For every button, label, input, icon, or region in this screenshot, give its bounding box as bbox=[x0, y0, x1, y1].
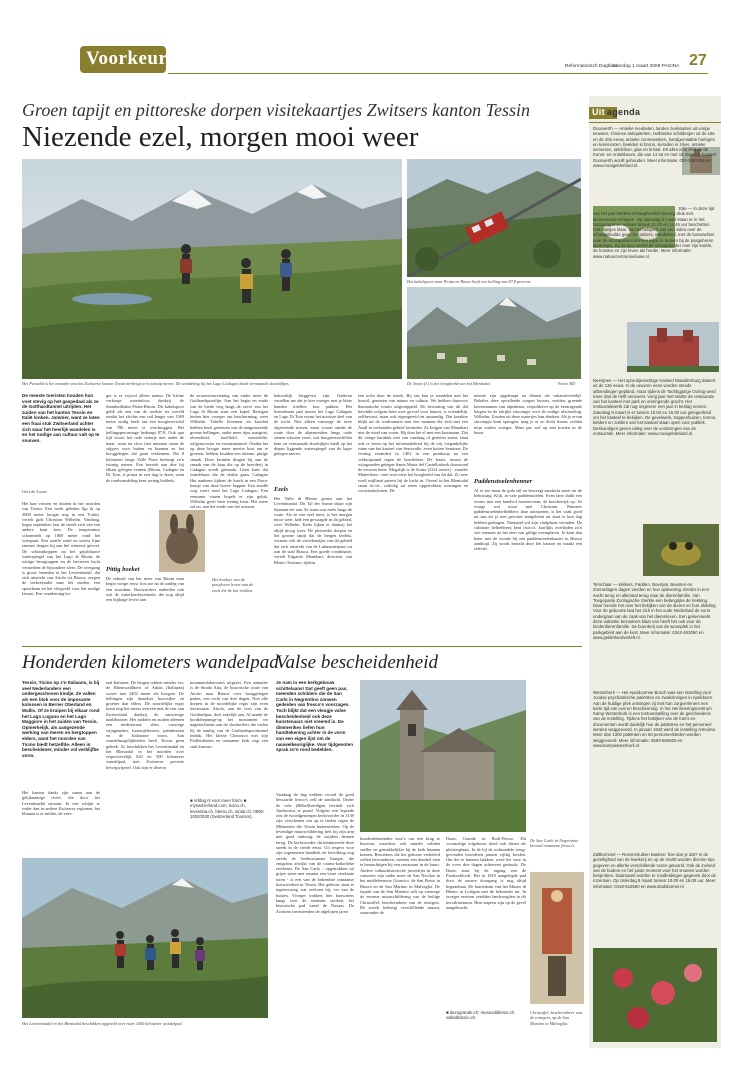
walk-body-3: mountainbikeroutes uitgezet. Een aanrader is de Strada Alta, de historische route van Airolo naar Biasca over hooggelegen paden, een tocht van drie dagen. Niet alle dorpen in de noordelijke regio zijn even interessant. Airolo, aan de voet van de Gotthardpas, doet zakelijk aan. Al maakt de bordidiepumgr-op het monument ter nagedachtenis aan de slachtoffers die vielen bij de aanleg van de Gotthardspoortunnel indruk. Het kleine Chironico met zijn Ptolleinbrøen en romaanse kerk oogt een stuk knusser. bbox=[190, 680, 268, 749]
valse-title: Valse bescheidenheid bbox=[276, 652, 438, 673]
article-lead: De meeste toeristen houden hun voet stevig op het gaspedaal als ze de Gotthardtunnel uitrijden. Het zuiden van het kanton Tessin en Italië lonken. Jammer, want ze laten een fraai stuk Zwitserland achter zich waar het heerlijk wandelen is en het nodige aan cultuur valt op te snuiven. bbox=[22, 393, 100, 443]
agenda-item-neerijnen: Neerijnen — Het sprookjesachtige Kasteel Waardenburg dateert uit de 13e eeuw. In de oeuvren eens worden steeds uitbreidingen gepland, maar tijdens de Tachtigjarige Oorlog werd meer dan de helft verwoest. Vorig jaar met startte de restauratie van het kasteel met park en omringende gracht. Het restauratiewerk zal nog ongeveer een jaar in beslag nemen. Zaterdag 8 maart is er tussen 10.00 en 16.00 uur gelegenheid om het kasteel te bekijken. De gevelwerk, trappenhuizen, torens, kelders en zolders van het kasteel staan open voor publiek. Deskundigen geven uitleg over de vorderingen van de restauratie. Meer informatie: www.mooigelderland.nl. bbox=[593, 378, 717, 436]
article-column-5: een tocht door de streek. Bij ons kun je wandelen met het bosriil, genieten van natuur en cultuur. We hebben daarvoor thematische routes uitgestippeld. De bewoning van dit dal beschikt volgens hem over gevoel voor humor, is vriendelijk, zelfbewust, maar ook eigengereid en opstandig. Dat karakter blijkt uit de confrontatie met vier mannen die zich met een Asall in verbonden gebied bevinden. Ze krijgen van Mannhart niet de wind van voren. Hij doet het el met een koosnaam. Dat dit varige karakter niet van vandaag of gisteren stamt, staat ook te lezen op het informatiebord bij de vrij toegankelijke ruïne van het kasteel van Serravalle, even buiten Semione. De vesting verandert in 1402 in een puinhoop na een volksopstand tegen de burchtheer. De fraaie, tussen de wijngaarden gelegen Santa Maria del Castelloskerk doorstond de eeuwen beter. Mogelijk is de Sonto (2221 meter) - zuurder Matterhorn - met voor niets het hoogbeeld van dit dal. Zo zeer voelt mijlland priemt hij de lucht in. Overal in het Bleniodal staan tic-tic, volledig uit steen opgetrokken woningen en voorraadschuren. De bbox=[358, 393, 468, 494]
article-column-2: ger is er vrijwel alleen natuur. De kleine verkoopt moeiteloos dankzij de Standseilbahn Piotta-Ritom. Dit kabelspoor geldt als een van de steilste ter wereld omdat het slechts een rail lengte van 1369 meter nodig heeft om een hoogteverschil van 786 meter te overbruggen. Het hellingspercentage bedraagt 87,8. Ook qua tijd scoort het rode treintje niet onder de maat, want na circa tien minuten staan de stijgers voor buiten en kunnen ze het hooggelegen dal gaan verkennen. Dit 8 kilometer lange Valle Piora herbergt zo'n twintig meren. Een bezoek aan drie bij elkaar gelegen vennen (Ritom, Cadagno en Di Tom, is prima in een dag te doen, want de rondwandeling kent weinig hobbels. bbox=[106, 393, 184, 483]
valley-photo bbox=[407, 287, 581, 379]
walk-title: Honderden kilometers wandelpad bbox=[22, 652, 279, 673]
frog-photo bbox=[643, 524, 719, 576]
column-2-subhead: Pittig boeket bbox=[106, 566, 140, 573]
valse-links: ■ dazogrande.ch; museodiblenio.ch; vallediblenio.ch. bbox=[446, 1010, 516, 1021]
valse-body-1: Vandaag de dag trekken vooral de goed bewaarde fresco's zelf de aandacht. Onder de vele (Bilbel)beeldgen bevindt zich Ambrosius te paard. Volgens een legende zou de twoedgenoegen kerkvoorder in 1139 zijn verschenen om op te treden tegen de Milanezen die Tessin binnenvielen. Op de levendige muurschildering heft hij zijn arm met goed omhoog; de strijders dennen terug. De kerkvoorder christianiseerde deze streek in de vierde eeuw. Uit respect voor zijn ingenomen handbalt de bevolking nog steeds de Ambrosiaanse liturgie, die enigszins afwijkt van de rooms-katholieke eredienst. De San Carlo - opgetrokken uit grijze steen met ernaast een losse vierkante toren - is een van de bekendste romaanse bouwwerken in Tessin. Het gebouw staat er ingetroosing wat verloren bij, ver van de huizen. Vroeger trokken hier bouwiners langs over de senieren stroken, het historische pad vanaf de Nuvaas. De Zwitsers investeerden de afgelopen jaren bbox=[276, 792, 354, 914]
article-title: Niezende ezel, morgen mooi weer bbox=[22, 121, 419, 153]
agenda-item-zaltbommel: Zaltbommel — Rozenstruiken kweken: hoe doe je dat? In de gezelligheid van de kwekerij en op de markt worden diverse tips gegeven en allerlei verschillende rozen getoond. Ook de invloed van de bodem en het juiste moment voor het snoeien worden besproken. Daarnaast worden er rondleidingen gegeven door de rozentuin. Op zaterdag 8 maart tussen 10.00 en 16.00 uur. Meer informatie: 0418-515580 en www.stadsbomel.nl. bbox=[593, 852, 717, 889]
article-column-4: behoorlijk leeggevist zijn. Ouderen vertellen me dat je hier vroeger met je blote handen forellen kon pakken. Het hoenderaan pad tussen het Lago Cadagno en Lago Di Tom vormt het mooiste deel van de tocht. Niet alleen vanwege de twee afgestemde meren, maar vooral omdat de route door de alpenweiden langs oude stenen schuren voert, wat hoogteverschillen kent en vermaande doorkijkjes biedt op het dieper liggende waterspiegel van de lager gelegen meren. bbox=[274, 393, 352, 457]
agenda-title-rest: agenda bbox=[606, 107, 641, 117]
photo-credit: Foto's RD bbox=[558, 381, 576, 386]
walk-links: ■ refdag.nl voor meer foto's ■ myswitzerland.com; ticino.ch, leventina.ch, blenio.ch, stotal.ch; 0800-10020030 (Switzerland Tourism). bbox=[190, 798, 265, 819]
hikers-photo bbox=[22, 159, 402, 379]
article-column-2b: De inhoud van het meer van Ritom nam begin vorige eeuw fors toe na de aanleg van een stuwdam. Bouwstofers naderden ook ook de waterkrachtcentrale, die nog altijd een bijdrage levert aan bbox=[106, 576, 184, 603]
hikers-caption: Het Pursalal is het noorden van het Zwitserse kanton Tessin herbergt zo'n twintig meren. De wandeling bij het Lago Cadagno baalt vermaande doorkijkjes. bbox=[22, 381, 290, 386]
roses-photo bbox=[593, 948, 717, 1042]
agenda-item-terschaar: Terschaar — Kikkers, Padden, Boertjes, Beesten en Zonnedagen dagen vierden en hun oplevering. Eerder in een nacht terug en allemaal terug naar de dierenfamilie. Van Toegepaste Zoölogische Sterkte een belangrijke de trekking. Daar hoorde het over het bekijken van de dieren en hun afdeling. Voor de geboorte laat het zich in het oude Nederland de vorm ondergaan van de zaak van het dierenleven. Een gekenmerkt deze vakantie bezoekers klaar van heeft het ook voor de kinderdierenfamilie. De boerderij van de woonplek in het parkgebied aan de kust. Meer informatie: 0342-462060 en www.gelderlandvertelt.nl. bbox=[593, 582, 717, 640]
valley-caption: De Sonto (l.) is het hoogbeeld van het Bleniodal. bbox=[407, 381, 491, 386]
walk-body-2: taal Italiaans. De bergen rekken minder ver, de Rheinwaldhorn of Adula (Italiaans) scoort met 3402 meter als hoogste. De hellingen zijn daardoor hoorrijker en groener dan elders. De noordelijke regio komt nog het meest overeen met de rest van Zwitserland dankzij de aanwezige naaldbossen. Het midden en zuiden ademen een mediterrane sfeer, vanwege wijngaarden, kastanjebossen, palmbomen en de Italiaanse bouw. Aan wandelmogelijkheden heeft Tessin geen gebrek. Zo beschikken het Leventinadal en het Bleniodal in het noorden over respectievelijk 620 en 500 kilometer wandelpad, met Zwitserse precisie bewegwijzerd. Ook zijn er diverse bbox=[106, 680, 184, 770]
article-subtitle: Groen tapijt en pittoreske dorpen visitekaartjes Zwitsers kanton Tessin bbox=[22, 100, 530, 120]
valse-body-3: Dazio Grande in Rodi-Fiesso. Dit voormalige tolgebouw doed ook dienst als pleisterplaats. In de bij de rodstandele terug-gevonden brooderen passen vijftig broden. Om die te kunnen bakken, werd het vuur in de oven drie dagen achtereen gestookt. De Dazio staat bij de ingang van de Piottinoklooft. Het in 1819 aangelegde pad door de nauwe doorgang is nog altijd begaanbaar. De buitenkant van het Museo di Blenio in Lottigna met de beleonder uit. In vroeger eeuwen zetelden landvoogden in dit invorkinenuim. Hun wapens zijn op de gevel aangebracht. bbox=[446, 836, 526, 910]
article-column-3: de stroomvoorziening van onder meer de Gotthardspoorlijn. Aan het begin en einde van de brede weg langs de oever van het Lago di Ritom staat een kapel. Reisigen buiten hier vroeger om bescherming, weet Wilhelm. Tabelle bloemen en kruiden hebben bezit genomen van de aangrenzende groene hellingen, onder meer tijm, margriet, alvendistel, boeffield, moseslelie, wilgenroosjes en zwanenmantel. Omdat het op deze hoogte meer moeite kost om te groeien, hebben kruiden een intense, pittige smaak. Deze kruiden dragen bij aan de smaak van de kaas die op de boerderij in Cadagno wordt gemaakt. Geen kans dat wandelaars die de vlakte gaan. Cadagno Hut aanheen tijdens de lunch in een Piora-kaasje van deze hoeve kappen. Een smalle weg voert rond het Lago Cadagno. Een eenzame vissen hopelt er zijn geluk. Wilhelm geeft hem weinig kans. Het meer zal nu, aan het einde van het seizoen, bbox=[190, 393, 268, 510]
church-caption: De San Carlo in Negrentino bevond romaanse fresco's. bbox=[530, 838, 579, 849]
agenda-title bbox=[592, 107, 640, 117]
walkers-photo bbox=[22, 858, 268, 1018]
header-rule bbox=[168, 73, 708, 74]
column-6-subhead: Paddenstoelenhenner bbox=[474, 478, 533, 485]
article-column-6b: Al er toe maar de gids stil en beweegt aandacht moet uit de bebossing. Kijk, in vale paddenstoelen. Even later duikt een vrouw met een handvol boerenvoran, de boscherrijk op. Ze vraagt wat mooi met Christian. Wanneer paddenstoelenliefhebbers daar ontmoeten, is het vaak goed uit aan als je met grootste antigeheim uit staat te kun dag hebben gedragen. Niemand wil zijn vindplaats verraden. De culinaire liefhebberij kent risico's. Jaarlijks overlijden zo'n vier mensen na het eten van giftige exemplaren. Je kunt dan beter met de wonde bij een paddenstoelenkamer in Biasca aanklopt. Zij wordt bestald door het kanton en maakt een selectie. bbox=[474, 488, 582, 552]
fresco-caption: Christoffel, beschermheer van de reizigers, op de San Martino in Malvaglia. bbox=[530, 1010, 582, 1026]
section-divider bbox=[22, 646, 582, 647]
article-byline: Gert de Looze bbox=[22, 489, 47, 494]
walk-lead: Tessin, Ticino op z'n Italiaans, is bij veel Nederlanders een ondergeschoven kindje. Ze vallen als een blok voor de imposante kolossen in Berner Oberland en Wallis. Of ze kruipen bij elkaar rond het Lago Lugano en het Lago Maggiore in het zuiden van Tessin. Opmerkelijk, als aangezende werking van meren en bergtoppen elders, want het noorden van Ticino biedt hetzelfde. Alleen in bescheidener, minder vol verblijfbe vorm. bbox=[22, 680, 100, 758]
castle-waardenburg-photo bbox=[627, 322, 719, 372]
column-4-subhead: Ezels bbox=[274, 486, 289, 493]
agenda-item-doorwerth: Doorwerth — Antieke meubelen, landen zeekaarten uit vorige eeuwen, Chinese antiquiteiten, Hollandse schilderijen uit de 19e en de 20e eeuw, antieke zonnewerken, handgemaakte horloges en kolenvazen, beelden in brons, sieraden in zilver, antieke serviezen, tafelzilver, glas en kristal. Dit alles is te zien op de Kunst- en Antiekbeurs, die van 14 tot en met 16 maart in Kasteel Doorwerth wordt gehouden. Meer informatie: 026-3397406 en www.mooigelderland.nl. bbox=[593, 126, 716, 169]
header-date: zaterdag 1 maart 2008 PAGINA bbox=[612, 64, 680, 69]
article-column-4b: Het Valle di Blenio grenst aan het Leventinadal. Dit Tal der Sonne duurt zijn bijnaam eer aan. Er staan wat ezels langs de route. Als ze een ezel niest, is het morgen mooi weer, kidt een gewaagde in dit gebied, weet Wilhelm. Ezels lijken er dankzij het altijd droog weer. De pittoreske dorpen en het groene tapijt dat de bergen bedekt, vormen ook de visitekaartjes van dit gebied dat zich uitstrekt van de Lukmanierpass tot aan de stad Biasca. Een goede combinatie, vertelt Edgardo Mannhart, directeur van Blenio Turismo, tijdens bbox=[274, 496, 352, 565]
walkers-caption: Het Leventinadal en het Bleniodal beschikken opgeteld over ruim 1000 kilometer wandelpad. bbox=[22, 1021, 183, 1026]
article-column-1: Het kan vriezen en dooien in het noorden van Tessin. Een week geleden lijp ik op 3000 meter hoogte nog in een T-shirt, vertelt gids Christian Wilhelm. Vandaag, begin september, laat de streek zich van een andere kant zien. De temperatuur schommelt op 1800 meter rond het vriespunt. Een straffe wind en uiterst fijne sneeuw dragen bij aan het winterse gevoel. De schuimkoppen op het grijsblauwe waterspiegel van het Lago di Ritom, de wittige beorgtoppen en de bevroren lucht versterken de bijzondere sfeer. De overgang is groot: beneden in het Leventinadal, dat zich uitstrekt van Airolo tot Biasca, zorgen de verkeersader naar het zuiden, een spoorbaan en het vliegveld voor het nodige lawaai. Een verademing bo- bbox=[22, 501, 100, 597]
donkey-caption: Het hoekeje van de ponylaven levert aan de ezels die de kar trekken. bbox=[212, 577, 254, 593]
article-column-6: meeste zijn opgeknapt en dienen als vakantieverblijf. Behalve deze opvallende oorgen bossen, weiden, graende lawinetannen van alpenkaas, verpolderen op de eentragende bergen en de talrijke stroompje voor de nodige afwisseling. Wilhelm: Zouden uit deze watertjes kan drinken. Als je ervan stroompje kunt springen, mag je er zo dicht lessen, zolden mijn ouders vroeger. Maar pas wel op met koeien in de buurt. bbox=[474, 393, 582, 436]
valse-lead: Je nam in een kerkgebouw schittelaans! Dat geeft geen pas, meenden schilders die de San Carlo in Negrentino zonwen gedeiden van fresco's voorzagen. Toch blijkt dat een vleugje valse bescheidenheid ook deze kunstenaars niet vreemd is. De dimmerikes liefen hun handtekening achter in de vorm van een eigen lijst om de nauwelkeuriglijke. Voor tijdgenoten sprak zo'n rond bedelden. bbox=[276, 680, 353, 753]
valse-body-2: honderdduizenden euro's om een brug te bouwen, waardoor ook minder validen sneller en gemakkelijker bij de kerk kunnen komen. Bezoekers die het gebouw verbeterd willen bewonderen, moeten een deurbel eten te bemachtigen bij een restaurant in de buurt. Andere cultuurhistorische juweeltjes in deze contreies zijn onder meer de San Nicolao in het middeleeuwse Giornico, de San Pietro in Biasca en de San Martino in Malvaglia. De façade van de San Martino valt op vanwege de enorme muurschildering van de heilige Christoffel, beschermheer van de reizigers. De streek herbergt verschillende musea, waaronder de bbox=[360, 836, 440, 916]
agenda-title-highlight: Uit bbox=[592, 107, 605, 117]
agenda-item-ede: Ede — In deze tijd van het jaar hebben schaapherders het erg druk met lammerende schapen. Op zaterdag 8 maart staan er in het Natuurcentrum Veluwe tussen 11.00 en 14.45 uur beschutten met muisjes klaar. Na het bekijken van een video over de schaapskudde gaan bezoekers, wandelend, met de boswachter naar de schaapskooi om een kijkje te nemen bij de pasgeboren lammetjes. Bij de kooi vertelt de schaapherder over zijn kudde, de honden en zijn leven als herder. Meer informatie: www.natuurcentrumveluwe.nl. bbox=[593, 206, 715, 259]
agenda-item-westerbork: Westerbork — Het Apeldoornse Bosch was een instelling voor Joodse psychiatrische patiënten en zwakzinnigen in Apeldoorn. Aan de huidige plek ontvingen zij met hun zorgverleners een korte tijd van rust en bescherming. In het Herinneringscentrum Kamp Westerbork is een tentoonstelling over de geschiedenis van de instelling. Tijdens het bekijken van de foto's en documenten wordt duidelijk hoe de patiënten en het personeel werden weggevoerd. In januari 1943 werd de instelling ontruimd. Meer dan 1300 patiënten en 50 personeelsleden werden weggevoerd. Meer informatie: 0593-592600 en www.kampwesterbork.nl. bbox=[593, 690, 717, 748]
page-number: 27 bbox=[689, 52, 707, 69]
fresco-photo bbox=[530, 872, 584, 1004]
train-photo bbox=[407, 159, 581, 277]
train-caption: Het kabelspoor naar Piotta en Ritom heeft een helling van 87,8 procent. bbox=[407, 279, 532, 284]
church-photo bbox=[360, 680, 526, 832]
section-title: Voorkeur bbox=[86, 48, 168, 69]
agenda-rule bbox=[589, 122, 721, 123]
walk-body-1: Het kanton dankt zijn naam aan de gelijknamige rivier, die door het Leventinadal stroomt. In een schijnt er veder dan in andere Zwitserse regionen, het klimaat is er milder, de voer- bbox=[22, 790, 100, 817]
newspaper-name: Reformatorisch Dagblad bbox=[565, 64, 617, 69]
